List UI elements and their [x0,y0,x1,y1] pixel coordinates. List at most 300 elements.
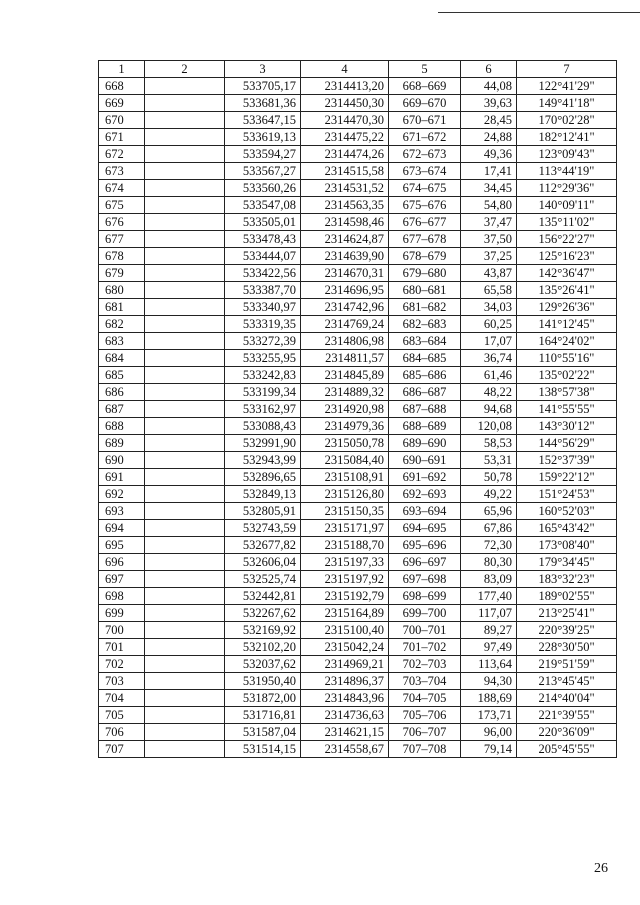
table-cell: 678 [99,248,145,265]
table-cell: 219°51'59" [517,656,617,673]
table-cell: 532267,62 [225,605,301,622]
table-cell: 533272,39 [225,333,301,350]
table-row [99,316,617,333]
table-cell: 532805,91 [225,503,301,520]
table-cell: 50,78 [461,469,517,486]
page-number: 26 [594,861,608,876]
table-cell: 2314889,32 [301,384,389,401]
table-cell: 676–677 [389,214,461,231]
table-row [99,639,617,656]
table-cell [145,78,225,95]
table-cell: 2315126,80 [301,486,389,503]
table-row [99,707,617,724]
table-cell: 173°08'40" [517,537,617,554]
table-cell: 704 [99,690,145,707]
table-cell: 2314969,21 [301,656,389,673]
table-cell [145,554,225,571]
column-header-2: 2 [145,61,225,78]
table-cell: 668–669 [389,78,461,95]
table-cell: 135°02'22" [517,367,617,384]
table-cell [145,452,225,469]
table-cell: 532743,59 [225,520,301,537]
table-cell: 94,30 [461,673,517,690]
table-cell: 129°26'36" [517,299,617,316]
table-cell: 2315197,92 [301,571,389,588]
table-cell: 80,30 [461,554,517,571]
table-cell: 2314811,57 [301,350,389,367]
table-cell: 17,07 [461,333,517,350]
table-cell: 2314670,31 [301,265,389,282]
table-cell: 695–696 [389,537,461,554]
table-cell: 679–680 [389,265,461,282]
table-row [99,588,617,605]
table-cell: 681–682 [389,299,461,316]
table-row [99,299,617,316]
table-cell: 2315192,79 [301,588,389,605]
table-cell: 532606,04 [225,554,301,571]
table-cell [145,673,225,690]
table-cell: 89,27 [461,622,517,639]
table-cell: 143°30'12" [517,418,617,435]
table-cell [145,486,225,503]
table-cell: 701–702 [389,639,461,656]
table-cell: 49,22 [461,486,517,503]
table-cell: 2314806,98 [301,333,389,350]
table-cell: 671–672 [389,129,461,146]
table-cell: 44,08 [461,78,517,95]
table-cell: 53,31 [461,452,517,469]
table-cell: 2314624,87 [301,231,389,248]
table-cell: 533594,27 [225,146,301,163]
table-cell: 2314450,30 [301,95,389,112]
table-cell: 532442,81 [225,588,301,605]
table-cell: 141°12'45" [517,316,617,333]
column-header-5: 5 [389,61,461,78]
table-cell: 695 [99,537,145,554]
table-cell [145,197,225,214]
table-cell [145,282,225,299]
table-cell: 697 [99,571,145,588]
table-cell: 2314769,24 [301,316,389,333]
table-row [99,435,617,452]
table-cell: 707 [99,741,145,758]
table-cell: 532943,99 [225,452,301,469]
table-cell: 532102,20 [225,639,301,656]
table-cell: 703–704 [389,673,461,690]
table-cell: 675–676 [389,197,461,214]
table-cell: 533199,34 [225,384,301,401]
table-cell: 692 [99,486,145,503]
table-row [99,486,617,503]
table-cell: 179°34'45" [517,554,617,571]
table-cell: 37,50 [461,231,517,248]
table-row [99,265,617,282]
table-cell: 706–707 [389,724,461,741]
table-cell: 138°57'38" [517,384,617,401]
table-cell: 699–700 [389,605,461,622]
table-cell: 221°39'55" [517,707,617,724]
table-cell: 686 [99,384,145,401]
table-cell [145,231,225,248]
table-cell: 690–691 [389,452,461,469]
table-cell: 141°55'55" [517,401,617,418]
table-cell: 228°30'50" [517,639,617,656]
table-cell: 151°24'53" [517,486,617,503]
table-cell: 694 [99,520,145,537]
table-cell: 673–674 [389,163,461,180]
table-cell: 679 [99,265,145,282]
table-cell: 2314696,95 [301,282,389,299]
table-cell: 183°32'23" [517,571,617,588]
table-cell: 531514,15 [225,741,301,758]
table-cell [145,741,225,758]
table-row [99,690,617,707]
table-row [99,333,617,350]
table-cell: 72,30 [461,537,517,554]
table-cell: 144°56'29" [517,435,617,452]
table-cell: 533619,13 [225,129,301,146]
table-cell: 693–694 [389,503,461,520]
table-row [99,656,617,673]
table-cell: 669 [99,95,145,112]
table-cell: 2315164,89 [301,605,389,622]
table-cell: 34,45 [461,180,517,197]
table-cell: 689 [99,435,145,452]
table-cell: 680 [99,282,145,299]
table-cell: 156°22'27" [517,231,617,248]
table-cell: 702 [99,656,145,673]
table-row [99,622,617,639]
table-cell: 220°36'09" [517,724,617,741]
table-cell: 2314563,35 [301,197,389,214]
table-cell: 2315042,24 [301,639,389,656]
table-cell [145,180,225,197]
table-cell [145,537,225,554]
table-cell: 700 [99,622,145,639]
table-cell: 682 [99,316,145,333]
table-cell: 65,96 [461,503,517,520]
table-cell [145,248,225,265]
table-cell: 685–686 [389,367,461,384]
table-row [99,724,617,741]
table-cell [145,588,225,605]
table-cell: 79,14 [461,741,517,758]
table-cell: 533681,36 [225,95,301,112]
table-cell: 2314920,98 [301,401,389,418]
table-cell: 672–673 [389,146,461,163]
table-row [99,129,617,146]
table-row [99,146,617,163]
table-cell [145,571,225,588]
table-cell: 532677,82 [225,537,301,554]
table-cell [145,384,225,401]
table-cell: 213°25'41" [517,605,617,622]
table-cell: 671 [99,129,145,146]
table-cell: 669–670 [389,95,461,112]
table-cell [145,401,225,418]
table-cell: 140°09'11" [517,197,617,214]
table-cell: 692–693 [389,486,461,503]
table-row [99,78,617,95]
table-cell: 677–678 [389,231,461,248]
table-cell: 680–681 [389,282,461,299]
table-cell: 2315171,97 [301,520,389,537]
table-cell: 533444,07 [225,248,301,265]
table-cell: 701 [99,639,145,656]
table-cell: 533255,95 [225,350,301,367]
table-cell: 182°12'41" [517,129,617,146]
table-cell: 48,22 [461,384,517,401]
table-cell: 2314979,36 [301,418,389,435]
table-cell: 684–685 [389,350,461,367]
table-cell [145,333,225,350]
table-cell: 149°41'18" [517,95,617,112]
table-cell: 60,25 [461,316,517,333]
table-body [99,78,617,758]
table-cell: 2314475,22 [301,129,389,146]
table-cell: 685 [99,367,145,384]
table-header-row [99,61,617,78]
table-cell: 677 [99,231,145,248]
table-cell: 135°26'41" [517,282,617,299]
table-cell [145,605,225,622]
table-cell: 693 [99,503,145,520]
table-cell: 49,36 [461,146,517,163]
table-row [99,180,617,197]
column-header-7: 7 [517,61,617,78]
table-row [99,95,617,112]
table-cell: 533705,17 [225,78,301,95]
table-cell [145,690,225,707]
table-cell [145,316,225,333]
table-cell: 96,00 [461,724,517,741]
table-cell: 177,40 [461,588,517,605]
table-cell: 2314742,96 [301,299,389,316]
table-cell: 696–697 [389,554,461,571]
table-cell: 705 [99,707,145,724]
table-cell: 43,87 [461,265,517,282]
table-cell: 2314639,90 [301,248,389,265]
table-cell: 135°11'02" [517,214,617,231]
table-cell: 532525,74 [225,571,301,588]
table-cell: 189°02'55" [517,588,617,605]
table-cell: 120,08 [461,418,517,435]
table-cell: 688–689 [389,418,461,435]
table-cell: 125°16'23" [517,248,617,265]
table-cell: 532896,65 [225,469,301,486]
table-row [99,741,617,758]
top-rule-line [438,12,640,13]
table-cell: 670–671 [389,112,461,129]
table-cell: 113,64 [461,656,517,673]
table-cell [145,418,225,435]
table-cell [145,299,225,316]
table-cell: 533505,01 [225,214,301,231]
table-cell [145,724,225,741]
table-cell: 690 [99,452,145,469]
table-cell: 24,88 [461,129,517,146]
table-row [99,367,617,384]
table-cell: 705–706 [389,707,461,724]
table-cell: 2314531,52 [301,180,389,197]
table-cell: 702–703 [389,656,461,673]
table-cell: 214°40'04" [517,690,617,707]
table-cell: 2314845,89 [301,367,389,384]
table-cell: 37,47 [461,214,517,231]
table-cell: 67,86 [461,520,517,537]
column-header-1: 1 [99,61,145,78]
table-cell: 37,25 [461,248,517,265]
table-cell: 683 [99,333,145,350]
table-cell: 698–699 [389,588,461,605]
table-row [99,605,617,622]
table-cell: 34,03 [461,299,517,316]
table-cell: 533560,26 [225,180,301,197]
table-row [99,469,617,486]
table-cell: 123°09'43" [517,146,617,163]
table-cell: 700–701 [389,622,461,639]
column-header-6: 6 [461,61,517,78]
table-cell: 533340,97 [225,299,301,316]
table-cell: 2314736,63 [301,707,389,724]
table-cell: 122°41'29" [517,78,617,95]
table-cell: 533567,27 [225,163,301,180]
table-cell: 531950,40 [225,673,301,690]
table-cell: 676 [99,214,145,231]
table-cell [145,707,225,724]
table-cell: 54,80 [461,197,517,214]
table-cell [145,146,225,163]
table-cell: 117,07 [461,605,517,622]
table-cell: 113°44'19" [517,163,617,180]
table-cell: 687 [99,401,145,418]
table-row [99,282,617,299]
table-cell: 142°36'47" [517,265,617,282]
table-cell: 2314470,30 [301,112,389,129]
table-row [99,520,617,537]
table-row [99,384,617,401]
table-cell: 687–688 [389,401,461,418]
table-cell: 694–695 [389,520,461,537]
table-cell: 682–683 [389,316,461,333]
table-cell: 533647,15 [225,112,301,129]
table-cell: 533422,56 [225,265,301,282]
table-cell: 2314474,26 [301,146,389,163]
table-row [99,673,617,690]
table-row [99,537,617,554]
table-cell: 707–708 [389,741,461,758]
table-row [99,418,617,435]
table-cell: 205°45'55" [517,741,617,758]
table-row [99,452,617,469]
table-cell [145,112,225,129]
table-cell: 61,46 [461,367,517,384]
table-cell: 691 [99,469,145,486]
table-cell: 533242,83 [225,367,301,384]
table-cell [145,469,225,486]
table-cell [145,367,225,384]
table-cell: 2314515,58 [301,163,389,180]
table-cell: 112°29'36" [517,180,617,197]
table-row [99,197,617,214]
table-cell: 699 [99,605,145,622]
table-cell: 110°55'16" [517,350,617,367]
table-cell: 697–698 [389,571,461,588]
table-cell: 2315108,91 [301,469,389,486]
table-cell: 674–675 [389,180,461,197]
table-cell: 28,45 [461,112,517,129]
table-cell: 2315100,40 [301,622,389,639]
table-cell [145,435,225,452]
table-cell: 213°45'45" [517,673,617,690]
table-cell: 672 [99,146,145,163]
table-cell: 533088,43 [225,418,301,435]
column-header-3: 3 [225,61,301,78]
table-cell: 17,41 [461,163,517,180]
table-cell: 65,58 [461,282,517,299]
table-cell: 531587,04 [225,724,301,741]
table-cell [145,656,225,673]
table-cell [145,265,225,282]
table-cell: 684 [99,350,145,367]
table-cell: 675 [99,197,145,214]
table-cell: 36,74 [461,350,517,367]
table-cell [145,95,225,112]
table-row [99,571,617,588]
table-cell: 2315050,78 [301,435,389,452]
table-cell: 94,68 [461,401,517,418]
table-cell: 2315084,40 [301,452,389,469]
table-cell [145,129,225,146]
coordinates-table [98,60,617,758]
table-cell [145,163,225,180]
table-row [99,112,617,129]
table-cell: 2315197,33 [301,554,389,571]
table-cell: 706 [99,724,145,741]
table-cell: 532037,62 [225,656,301,673]
table-cell: 188,69 [461,690,517,707]
table-cell: 58,53 [461,435,517,452]
table-cell: 670 [99,112,145,129]
table-cell: 688 [99,418,145,435]
table-cell: 531716,81 [225,707,301,724]
table-cell: 220°39'25" [517,622,617,639]
table-cell: 2314621,15 [301,724,389,741]
table-cell: 2314413,20 [301,78,389,95]
table-cell: 678–679 [389,248,461,265]
table-cell: 533478,43 [225,231,301,248]
table-row [99,503,617,520]
table-cell: 533319,35 [225,316,301,333]
table-cell: 39,63 [461,95,517,112]
table-cell: 532991,90 [225,435,301,452]
table-cell: 673 [99,163,145,180]
table-cell: 674 [99,180,145,197]
table-cell: 2315188,70 [301,537,389,554]
table-cell: 170°02'28" [517,112,617,129]
table-cell: 2315150,35 [301,503,389,520]
table-cell: 686–687 [389,384,461,401]
table-cell: 703 [99,673,145,690]
table-row [99,231,617,248]
table-cell: 533387,70 [225,282,301,299]
table-cell: 152°37'39" [517,452,617,469]
table-cell: 2314896,37 [301,673,389,690]
column-header-4: 4 [301,61,389,78]
table-cell: 689–690 [389,435,461,452]
table-row [99,401,617,418]
table-row [99,214,617,231]
